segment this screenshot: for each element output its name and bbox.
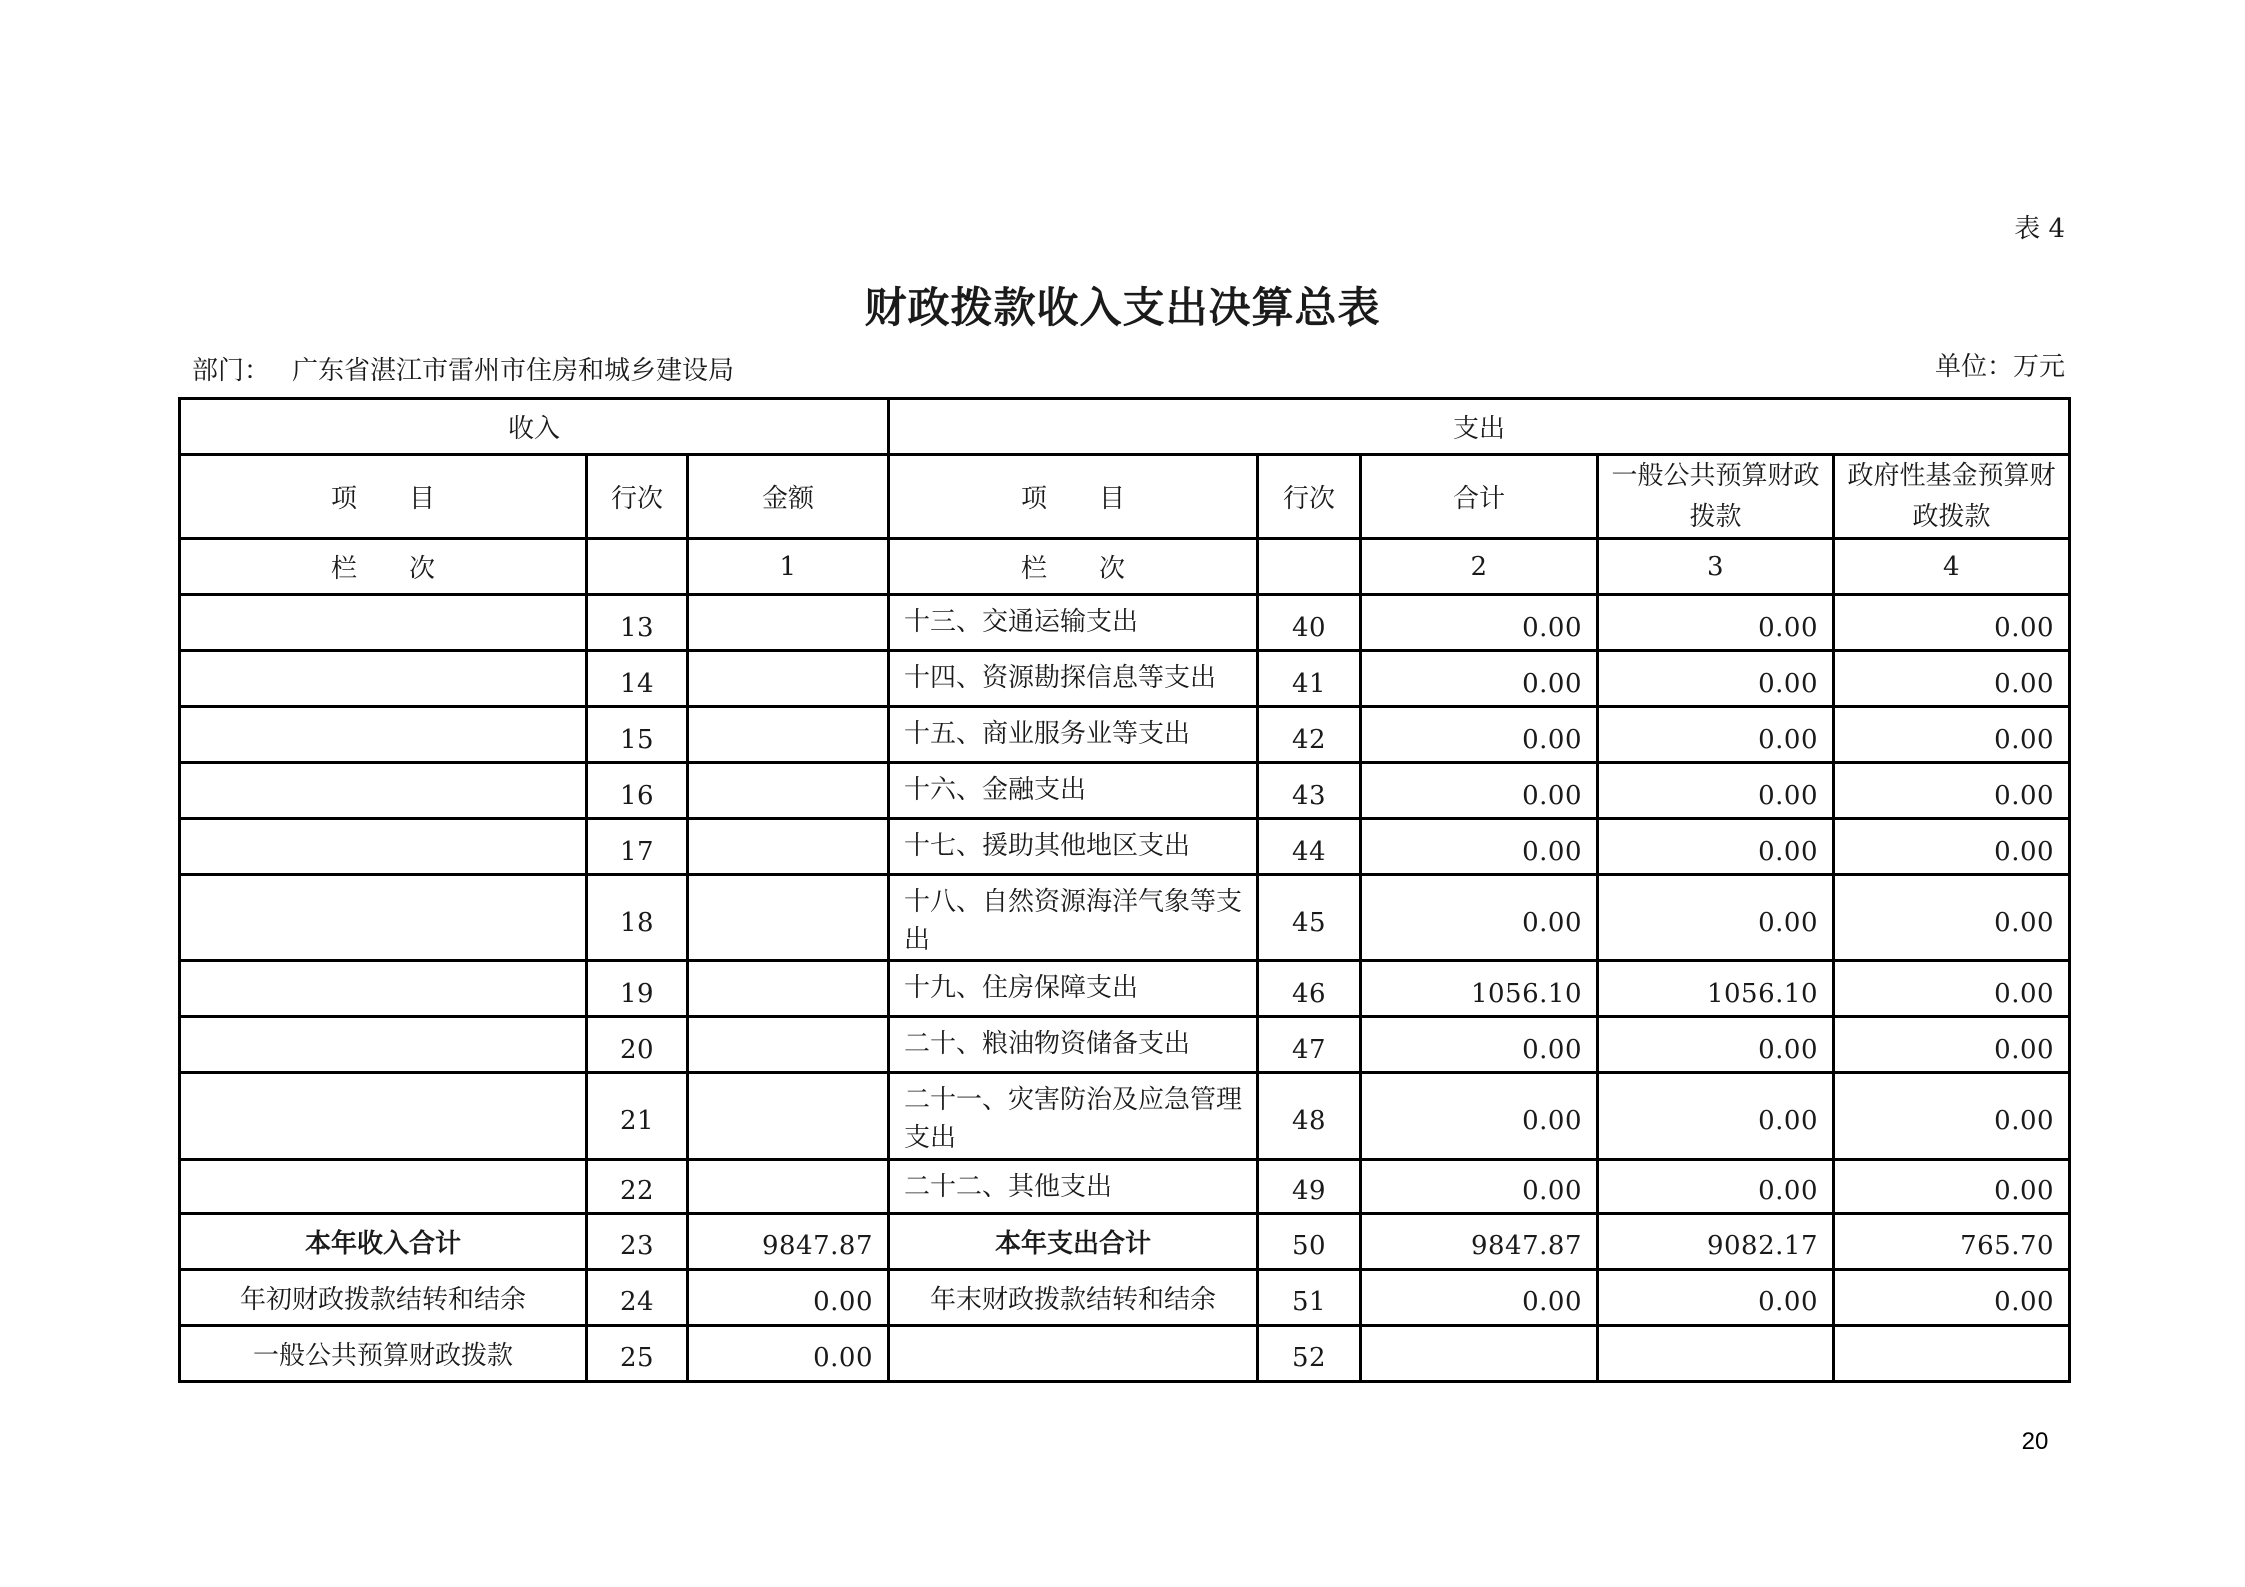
expense-line-cell: 51 (1258, 1269, 1361, 1325)
table-row (180, 819, 2070, 875)
income-item-cell: 本年收入合计 (180, 1213, 587, 1269)
summary-row (180, 1325, 2070, 1381)
unit-label: 单位：万元 (1934, 352, 2065, 382)
table-row (180, 1159, 2070, 1213)
expense-item-cell: 年末财政拨款结转和结余 (889, 1269, 1258, 1325)
expense-item-cell: 二十、粮油物资储备支出 (889, 1017, 1258, 1073)
gov-fund-cell (1834, 1325, 2070, 1381)
expense-line-cell: 46 (1258, 961, 1361, 1017)
income-item-cell (180, 707, 587, 763)
general-budget-cell: 9082.17 (1598, 1213, 1834, 1269)
expense-item-cell: 十三、交通运输支出 (889, 595, 1258, 651)
expense-line-cell: 45 (1258, 875, 1361, 961)
index-expense-total: 2 (1361, 539, 1598, 595)
expense-total-cell (1361, 1325, 1598, 1381)
income-line-cell: 17 (587, 819, 688, 875)
table-row (180, 875, 2070, 961)
expense-item-cell: 十七、援助其他地区支出 (889, 819, 1258, 875)
expense-line-cell: 47 (1258, 1017, 1361, 1073)
general-budget-cell: 0.00 (1598, 875, 1834, 961)
expense-line-cell: 50 (1258, 1213, 1361, 1269)
income-item-cell (180, 595, 587, 651)
general-budget-cell: 0.00 (1598, 651, 1834, 707)
table-row (180, 651, 2070, 707)
expense-line-cell: 44 (1258, 819, 1361, 875)
general-budget-cell: 0.00 (1598, 763, 1834, 819)
finance-appropriation-table (178, 397, 2071, 1383)
income-amount-cell (688, 707, 889, 763)
income-line-cell: 25 (587, 1325, 688, 1381)
expense-line-cell: 49 (1258, 1159, 1361, 1213)
income-item-cell (180, 651, 587, 707)
col-header-gov-fund: 政府性基金预算财政拨款 (1834, 455, 2070, 539)
gov-fund-cell: 765.70 (1834, 1213, 2070, 1269)
income-amount-cell (688, 651, 889, 707)
general-budget-cell: 0.00 (1598, 819, 1834, 875)
income-line-cell: 18 (587, 875, 688, 961)
expense-total-cell: 9847.87 (1361, 1213, 1598, 1269)
expense-total-cell: 0.00 (1361, 763, 1598, 819)
general-budget-cell: 0.00 (1598, 707, 1834, 763)
general-budget-cell: 0.00 (1598, 1017, 1834, 1073)
index-gov-fund: 4 (1834, 539, 2070, 595)
gov-fund-cell: 0.00 (1834, 875, 2070, 961)
general-budget-cell: 0.00 (1598, 595, 1834, 651)
income-line-cell: 21 (587, 1073, 688, 1159)
expense-line-cell: 52 (1258, 1325, 1361, 1381)
gov-fund-cell: 0.00 (1834, 1159, 2070, 1213)
income-amount-cell (688, 595, 889, 651)
expense-item-cell: 二十一、灾害防治及应急管理支出 (889, 1073, 1258, 1159)
expense-total-cell: 0.00 (1361, 819, 1598, 875)
expense-line-cell: 41 (1258, 651, 1361, 707)
gov-fund-cell: 0.00 (1834, 819, 2070, 875)
expense-line-cell: 43 (1258, 763, 1361, 819)
table-row (180, 763, 2070, 819)
expense-line-cell: 40 (1258, 595, 1361, 651)
expense-item-cell: 十八、自然资源海洋气象等支出 (889, 875, 1258, 961)
expense-line-cell: 48 (1258, 1073, 1361, 1159)
gov-fund-cell: 0.00 (1834, 651, 2070, 707)
income-line-cell: 16 (587, 763, 688, 819)
gov-fund-cell: 0.00 (1834, 595, 2070, 651)
income-amount-cell: 9847.87 (688, 1213, 889, 1269)
expense-total-cell: 0.00 (1361, 1073, 1598, 1159)
department-name: 广东省湛江市雷州市住房和城乡建设局 (292, 356, 735, 386)
gov-fund-cell: 0.00 (1834, 1269, 2070, 1325)
expense-item-cell: 二十二、其他支出 (889, 1159, 1258, 1213)
index-income-line (587, 539, 688, 595)
col-header-income-line: 行次 (587, 455, 688, 539)
gov-fund-cell: 0.00 (1834, 1073, 2070, 1159)
table-row (180, 1073, 2070, 1159)
income-amount-cell (688, 961, 889, 1017)
income-amount-cell: 0.00 (688, 1269, 889, 1325)
income-line-cell: 23 (587, 1213, 688, 1269)
income-line-cell: 15 (587, 707, 688, 763)
general-budget-cell: 0.00 (1598, 1073, 1834, 1159)
income-line-cell: 22 (587, 1159, 688, 1213)
department-line (192, 350, 734, 387)
col-header-income-item: 项 目 (180, 455, 587, 539)
col-header-general-budget: 一般公共预算财政拨款 (1598, 455, 1834, 539)
income-item-cell: 年初财政拨款结转和结余 (180, 1269, 587, 1325)
table-number-label: 表 4 (2014, 214, 2065, 244)
income-group-header: 收入 (180, 399, 889, 455)
department-label: 部门： (192, 356, 271, 386)
expense-item-cell: 十四、资源勘探信息等支出 (889, 651, 1258, 707)
income-amount-cell: 0.00 (688, 1325, 889, 1381)
income-item-cell (180, 875, 587, 961)
gov-fund-cell: 0.00 (1834, 707, 2070, 763)
column-header-row (180, 455, 2070, 539)
table-row (180, 961, 2070, 1017)
income-item-cell (180, 1017, 587, 1073)
income-line-cell: 24 (587, 1269, 688, 1325)
expense-total-cell: 0.00 (1361, 707, 1598, 763)
expense-line-cell: 42 (1258, 707, 1361, 763)
income-amount-cell (688, 1159, 889, 1213)
income-line-cell: 14 (587, 651, 688, 707)
general-budget-cell: 0.00 (1598, 1159, 1834, 1213)
col-header-income-amount: 金额 (688, 455, 889, 539)
col-header-expense-line: 行次 (1258, 455, 1361, 539)
income-amount-cell (688, 875, 889, 961)
col-header-expense-item: 项 目 (889, 455, 1258, 539)
income-line-cell: 20 (587, 1017, 688, 1073)
expense-total-cell: 0.00 (1361, 875, 1598, 961)
page-number: 20 (2021, 1428, 2049, 1455)
index-income-item: 栏 次 (180, 539, 587, 595)
expense-item-cell: 十六、金融支出 (889, 763, 1258, 819)
expense-total-cell: 1056.10 (1361, 961, 1598, 1017)
expense-group-header: 支出 (889, 399, 2070, 455)
general-budget-cell: 0.00 (1598, 1269, 1834, 1325)
index-income-amount: 1 (688, 539, 889, 595)
summary-row (180, 1213, 2070, 1269)
gov-fund-cell: 0.00 (1834, 763, 2070, 819)
index-expense-line (1258, 539, 1361, 595)
income-amount-cell (688, 1017, 889, 1073)
income-line-cell: 19 (587, 961, 688, 1017)
expense-total-cell: 0.00 (1361, 1159, 1598, 1213)
expense-item-cell: 十九、住房保障支出 (889, 961, 1258, 1017)
general-budget-cell: 1056.10 (1598, 961, 1834, 1017)
col-header-expense-total: 合计 (1361, 455, 1598, 539)
gov-fund-cell: 0.00 (1834, 961, 2070, 1017)
page-title: 财政拨款收入支出决算总表 (864, 283, 1381, 332)
summary-row (180, 1269, 2070, 1325)
income-line-cell: 13 (587, 595, 688, 651)
general-budget-cell (1598, 1325, 1834, 1381)
expense-total-cell: 0.00 (1361, 1269, 1598, 1325)
expense-item-cell: 十五、商业服务业等支出 (889, 707, 1258, 763)
column-index-row (180, 539, 2070, 595)
income-item-cell (180, 1159, 587, 1213)
income-item-cell (180, 1073, 587, 1159)
expense-item-cell: 本年支出合计 (889, 1213, 1258, 1269)
income-item-cell (180, 961, 587, 1017)
table-row (180, 1017, 2070, 1073)
expense-total-cell: 0.00 (1361, 651, 1598, 707)
income-amount-cell (688, 1073, 889, 1159)
income-amount-cell (688, 763, 889, 819)
index-expense-item: 栏 次 (889, 539, 1258, 595)
index-general-budget: 3 (1598, 539, 1834, 595)
expense-total-cell: 0.00 (1361, 1017, 1598, 1073)
expense-total-cell: 0.00 (1361, 595, 1598, 651)
expense-item-cell (889, 1325, 1258, 1381)
table-row (180, 595, 2070, 651)
group-header-row (180, 399, 2070, 455)
income-item-cell: 一般公共预算财政拨款 (180, 1325, 587, 1381)
income-item-cell (180, 819, 587, 875)
table-row (180, 707, 2070, 763)
income-amount-cell (688, 819, 889, 875)
income-item-cell (180, 763, 587, 819)
gov-fund-cell: 0.00 (1834, 1017, 2070, 1073)
